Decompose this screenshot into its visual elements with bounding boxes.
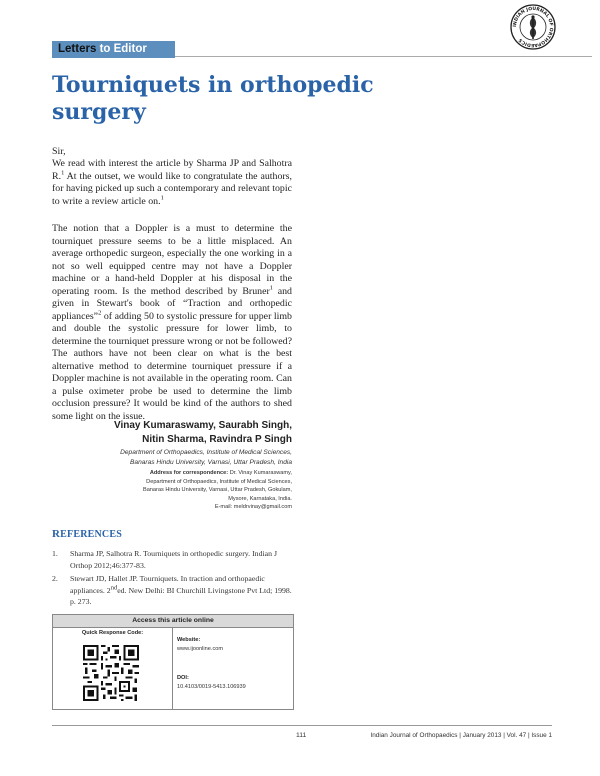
journal-seal-logo <box>510 4 556 50</box>
website-link[interactable]: www.ijoonline.com <box>177 646 224 652</box>
svg-text:INDIAN JOURNAL OF ORTHOPAEDICS: INDIAN JOURNAL OF ORTHOPAEDICS <box>512 6 554 48</box>
reference-item: 1. Sharma JP, Salhotra R. Tourniquets in orthopedic surgery. Indian J Orthop 2012;46:377-83. <box>52 549 277 570</box>
footer-rule <box>52 725 552 726</box>
doi-link[interactable]: 10.4103/0019-5413.106939 <box>177 684 246 690</box>
access-box-divider <box>172 628 173 709</box>
qr-code-image[interactable] <box>83 645 139 701</box>
qr-code-label: Quick Response Code: <box>81 630 144 636</box>
page-number: 111 <box>296 732 307 739</box>
journal-citation: Indian Journal of Orthopaedics | January 2013 | Vol. 47 | Issue 1 <box>370 732 552 739</box>
paragraph-2: The notion that a Doppler is a must to determine the tourniquet pressure seems to be a little misplaced. An average orthopedic surgeon, especially the one working in a not so well equipped centre may not have a Doppler machine or a hand-held Doppler at his disposal in the operating room. Is the method described by Bruner$^1$ and given in Stewart's book of “Traction and orthopedic appliances”$^2$ of adding 50 to systolic pressure for upper limb and double the systolic pressure for lower limb, to determine the tourniquet pressure wrong or not be followed? The authors have not been clear on what is the best alternative method to determine tourniquet pressure if a Doppler machine is not available in the operating room. Can a pulse oximeter probe be used to determine the limb occlusion pressure? It would be kind of the authors to shed some light on the issue. <box>52 223 292 422</box>
salutation: Sir, <box>52 146 66 157</box>
correspondence-email[interactable]: E-mail: meldrvinay@gmail.com <box>214 504 292 510</box>
author-affiliation: Department of Orthopaedics, Institute of Medical Sciences, Banaras Hindu University, Varnasi, Uttar Pradesh, India <box>120 449 292 466</box>
header-rule <box>175 56 592 57</box>
access-online-box <box>52 614 294 710</box>
paragraph-1: We read with interest the article by Sharma JP and Salhotra R.$^1$ At the outset, we would like to congratulate the authors, for having picked up such a contemporary and relevant topic to write a review article on.$^1$ <box>52 158 292 207</box>
reference-item: 2. Stewart JD, Hallet JP. Tourniquets. In traction and orthopaedic appliances. 2nded. New Delhi: BI Churchill Livingstone Pvt Ltd; 1998. p. 273. <box>52 574 292 606</box>
access-box-header: Access this article online <box>53 615 293 628</box>
section-label: Letters to Editor <box>58 43 147 55</box>
references-heading: REFERENCES <box>52 528 122 540</box>
article-title: Tourniquets in orthopedic surgery <box>52 72 374 125</box>
website-label: Website: <box>177 637 201 643</box>
author-names: Vinay Kumaraswamy, Saurabh Singh, Nitin Sharma, Ravindra P Singh <box>113 420 292 445</box>
doi-label: DOI: <box>177 675 189 681</box>
correspondence-address: Address for correspondence: Dr. Vinay Kumaraswamy, Department of Orthopaedics, Institute of Medical Sciences, Banaras Hindu University, Varnasi, Uttar Pradesh, Gokulam, Mysore, Karnataka, India. E-mail: meldrvinay@gmail.com <box>92 469 292 512</box>
